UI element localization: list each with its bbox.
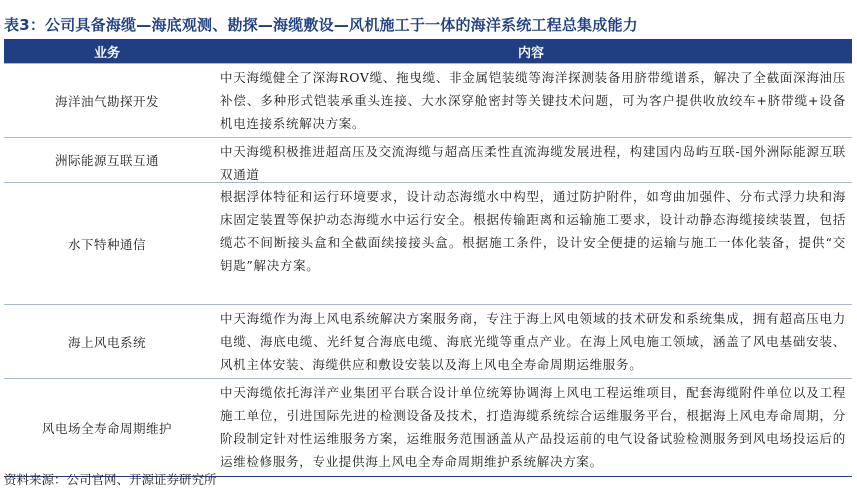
page-header-fragment <box>747 0 837 4</box>
business-cell: 风电场全寿命周期维护 <box>41 420 172 436</box>
business-cell: 海洋油气勘探开发 <box>54 93 159 109</box>
business-cell: 水下特种通信 <box>67 236 146 252</box>
table-header-row <box>4 39 852 63</box>
header-content: 内容 <box>517 45 544 61</box>
business-table <box>4 39 852 477</box>
source-note: 资料来源：公司官网、开源证券研究所 <box>4 472 217 487</box>
table-row <box>4 137 852 182</box>
content-cell: 根据浮体特征和运行环境要求，设计动态海缆水中构型，通过防护附件，如弯曲加强件、分布式浮力块和海床固定装置等保护动态海缆水中运行安全。根据传输距离和运输施工要求，设计动静态海缆接续装置，包括缆芯不间断接头盒和全截面续接接头盒。根据施工条件，设计安全便捷的运输与施工一体化装备，提供“交钥匙”解决方案。 <box>220 189 846 273</box>
content-cell: 中天海缆依托海洋产业集团平台联合设计单位统筹协调海上风电工程运维项目，配套海缆附件单位以及工程施工单位，引进国际先进的检测设备及技术，打造海缆系统综合运维服务平台，根据海上风电寿命周期，分阶段制定针对性运维服务方案，运维服务范围涵盖从产品投运前的电气设备试验检测服务到风电场投运后的运维检修服务，专业提供海上风电全寿命周期维护系统解决方案。 <box>220 385 846 469</box>
table-row <box>4 378 852 476</box>
table-row <box>4 304 852 378</box>
content-cell: 中天海缆积极推进超高压及交流海缆与超高压柔性直流海缆发展进程，构建国内岛屿互联-国外洲际能源互联双通道 <box>220 144 846 182</box>
content-cell: 中天海缆作为海上风电系统解决方案服务商，专注于海上风电领域的技术研发和系统集成，拥有超高压电力电缆、海底电缆、光纤复合海底电缆、海底光缆等重点产业。在海上风电施工领域，涵盖了风电基础安装、风机主体安装、海缆供应和敷设安装以及海上风电全寿命周期运维服务。 <box>220 311 846 372</box>
table-row <box>4 63 852 137</box>
business-cell: 海上风电系统 <box>67 334 146 350</box>
table-row <box>4 182 852 304</box>
business-cell: 洲际能源互联互通 <box>54 153 159 168</box>
header-business: 业务 <box>93 45 120 61</box>
content-cell: 中天海缆健全了深海ROV缆、拖曳缆、非金属铠装缆等海洋探测装备用脐带缆谱系，解决了全截面深海油压补偿、多种形式铠装承重头连接、大水深穿舱密封等关键技术问题，可为客户提供收放绞车+脐带缆+设备机电连接系统解决方案。 <box>220 70 846 131</box>
table-title: 表3：公司具备海缆—海底观测、勘探—海缆敷设—风机施工于一体的海洋系统工程总集成能力 <box>4 16 638 34</box>
